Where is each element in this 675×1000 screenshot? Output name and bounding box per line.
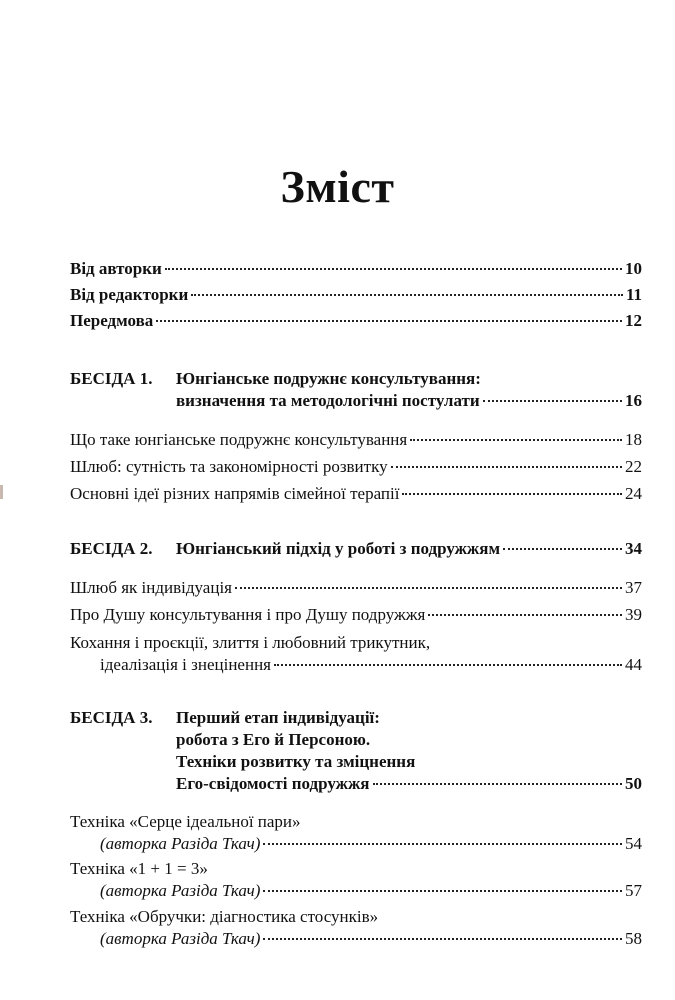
dot-leader	[402, 493, 622, 495]
toc-entry-page: 54	[625, 834, 642, 853]
toc-entry-page: 11	[625, 285, 642, 304]
toc-entry-page: 37	[625, 578, 642, 597]
toc-entry-title: Передмова	[70, 311, 154, 330]
toc-entry-1-1[interactable]	[70, 456, 642, 478]
technique-1-line1: Техніка «1 + 1 = 3»	[70, 859, 208, 878]
toc-entry-front-2[interactable]	[70, 310, 642, 332]
technique-author: (авторка Разіда Ткач)	[100, 834, 261, 853]
dot-leader	[263, 890, 622, 892]
chapter-title-3-line3: Техніки розвитку та зміцнення	[176, 752, 416, 771]
toc-entry-title: Про Душу консультування і про Душу подружжя	[70, 605, 426, 624]
toc-entry-page: 18	[625, 430, 642, 449]
page-title: Зміст	[280, 161, 395, 212]
toc-entry-2-2-line1: Кохання і проєкції, злиття і любовний трикутник,	[70, 633, 431, 652]
dot-leader	[503, 548, 622, 550]
dot-leader	[410, 439, 622, 441]
toc-entry-page: 34	[625, 539, 642, 558]
technique-0-line1: Техніка «Серце ідеальної пари»	[70, 812, 301, 831]
toc-entry-technique-2[interactable]	[100, 928, 642, 950]
dot-leader	[483, 400, 622, 402]
dot-leader	[263, 843, 622, 845]
toc-entry-title: Основні ідеї різних напрямів сімейної терапії	[70, 484, 400, 503]
chapter-title-3-line1: Перший етап індивідуації:	[176, 708, 380, 727]
chapter-number-3: БЕСІДА 3.	[70, 708, 153, 727]
dot-leader	[391, 466, 622, 468]
toc-entry-1-2[interactable]	[70, 483, 642, 505]
toc-entry-technique-1[interactable]	[100, 880, 642, 902]
toc-entry-page: 10	[625, 259, 642, 278]
dot-leader	[156, 320, 622, 322]
toc-entry-2-0[interactable]	[70, 577, 642, 599]
toc-entry-page: 39	[625, 605, 642, 624]
chapter-number-2: БЕСІДА 2.	[70, 539, 153, 558]
toc-entry-technique-0[interactable]	[100, 833, 642, 855]
dot-leader	[235, 587, 622, 589]
chapter-title-3-line4: Его-свідомості подружжя	[176, 774, 370, 793]
toc-entry-2-2[interactable]	[100, 654, 642, 676]
toc-entry-title-line2: ідеалізація і знецінення	[100, 655, 271, 674]
dot-leader	[274, 664, 622, 666]
toc-entry-1-0[interactable]	[70, 429, 642, 451]
toc-entry-page: 16	[625, 391, 642, 410]
chapter-title-2: Юнгіанський підхід у роботі з подружжям	[176, 539, 501, 558]
toc-entry-title: Що таке юнгіанське подружнє консультування	[70, 430, 408, 449]
toc-entry-front-0[interactable]	[70, 258, 642, 280]
dot-leader	[428, 614, 622, 616]
chapter-title-1-line2: визначення та методологічні постулати	[176, 391, 480, 410]
dot-leader	[191, 294, 623, 296]
technique-2-line1: Техніка «Обручки: діагностика стосунків»	[70, 907, 379, 926]
chapter-title-3-line2: робота з Его й Персоною.	[176, 730, 371, 749]
toc-entry-title: Від редакторки	[70, 285, 189, 304]
dot-leader	[165, 268, 622, 270]
toc-entry-chapter-2[interactable]	[70, 538, 642, 560]
toc-entry-chapter-3[interactable]	[176, 773, 642, 795]
toc-entry-chapter-1[interactable]	[176, 390, 642, 412]
chapter-number-1: БЕСІДА 1.	[70, 369, 153, 388]
toc-entry-page: 22	[625, 457, 642, 476]
toc-entry-page: 12	[625, 311, 642, 330]
toc-entry-page: 50	[625, 774, 642, 793]
toc-entry-page: 57	[625, 881, 642, 900]
dot-leader	[373, 783, 622, 785]
toc-entry-title: Шлюб: сутність та закономірності розвитку	[70, 457, 388, 476]
toc-entry-title: Шлюб як індивідуація	[70, 578, 232, 597]
toc-entry-2-1[interactable]	[70, 604, 642, 626]
toc-entry-page: 24	[625, 484, 642, 503]
toc-entry-page: 58	[625, 929, 642, 948]
toc-entry-title: Від авторки	[70, 259, 162, 278]
toc-entry-front-1[interactable]	[70, 284, 642, 306]
technique-author: (авторка Разіда Ткач)	[100, 881, 261, 900]
toc-entry-page: 44	[625, 655, 642, 674]
technique-author: (авторка Разіда Ткач)	[100, 929, 261, 948]
dot-leader	[263, 938, 622, 940]
chapter-title-1-line1: Юнгіанське подружнє консультування:	[176, 369, 481, 388]
